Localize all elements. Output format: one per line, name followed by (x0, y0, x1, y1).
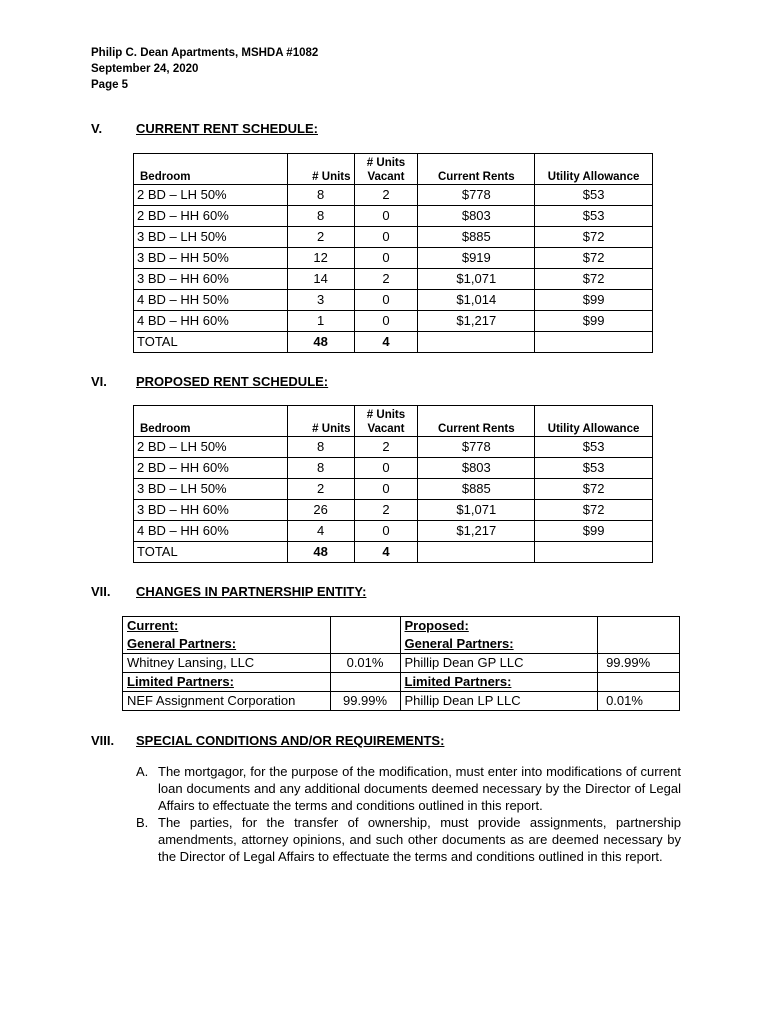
current-gp-name: Whitney Lansing, LLC (123, 654, 331, 673)
column-header: Utility Allowance (535, 406, 653, 437)
table-row (134, 290, 653, 311)
table-cell: 2 (287, 227, 354, 248)
table-cell: 3 BD – HH 60% (134, 269, 288, 290)
table-cell: 14 (287, 269, 354, 290)
proposed-gp-name: Phillip Dean GP LLC (400, 654, 598, 673)
table-cell: $53 (535, 206, 653, 227)
total-label: TOTAL (134, 542, 288, 563)
table-cell: 1 (287, 311, 354, 332)
proposed-lp-name: Phillip Dean LP LLC (400, 692, 598, 711)
current-gp-percent: 0.01% (330, 654, 400, 673)
table-cell: 2 BD – LH 50% (134, 185, 288, 206)
section-6-number: VI. (91, 374, 107, 389)
table-cell: 3 BD – LH 50% (134, 227, 288, 248)
column-header: Current Rents (418, 154, 535, 185)
table-cell: 4 BD – HH 50% (134, 290, 288, 311)
item-text: The parties, for the transfer of ownership, must provide assignments, partnership amendments, attorney opinions, and such other documents as are deemed necessary by the Director of Legal Affairs to effectuate the terms and conditions outlined in this report. (158, 815, 681, 864)
partnership-table (122, 616, 680, 711)
table-cell: 0 (354, 311, 418, 332)
total-cell (535, 332, 653, 353)
table-row (134, 458, 653, 479)
table-cell: $919 (418, 248, 535, 269)
column-header: Bedroom (134, 154, 288, 185)
list-item (136, 814, 681, 865)
section-5-title: CURRENT RENT SCHEDULE: (136, 121, 318, 136)
table-cell: 4 BD – HH 60% (134, 521, 288, 542)
table-cell: 0 (354, 479, 418, 500)
table-row (134, 227, 653, 248)
table-row (134, 269, 653, 290)
proposed-rent-table (133, 405, 653, 563)
table-cell: $72 (535, 500, 653, 521)
page-header (91, 45, 318, 93)
table-cell: $885 (418, 227, 535, 248)
section-7-title: CHANGES IN PARTNERSHIP ENTITY: (136, 584, 367, 599)
table-cell: 8 (287, 437, 354, 458)
table-cell: $72 (535, 269, 653, 290)
table-cell: $99 (535, 311, 653, 332)
section-7-number: VII. (91, 584, 111, 599)
table-row (134, 479, 653, 500)
table-cell: $99 (535, 521, 653, 542)
table-cell: 12 (287, 248, 354, 269)
proposed-label: Proposed: (404, 618, 469, 633)
table-cell: 8 (287, 458, 354, 479)
table-cell: $1,071 (418, 500, 535, 521)
table-row (134, 521, 653, 542)
table-cell: $53 (535, 458, 653, 479)
section-8-title: SPECIAL CONDITIONS AND/OR REQUIREMENTS: (136, 733, 445, 748)
table-cell: 3 BD – HH 60% (134, 500, 288, 521)
table-cell: 2 (354, 185, 418, 206)
table-cell: 8 (287, 185, 354, 206)
table-cell: 0 (354, 248, 418, 269)
table-cell: $53 (535, 437, 653, 458)
total-cell (535, 542, 653, 563)
section-6-title: PROPOSED RENT SCHEDULE: (136, 374, 329, 389)
table-cell: 2 BD – HH 60% (134, 206, 288, 227)
table-cell: 2 (354, 500, 418, 521)
section-8-number: VIII. (91, 733, 115, 748)
list-item (136, 763, 681, 814)
table-cell: $1,217 (418, 311, 535, 332)
column-header: Bedroom (134, 406, 288, 437)
table-cell: 3 BD – HH 50% (134, 248, 288, 269)
table-cell: $885 (418, 479, 535, 500)
item-label: A. (136, 764, 149, 779)
item-text: The mortgagor, for the purpose of the modification, must enter into modifications of current loan documents and any additional documents deemed necessary by the Director of Legal Affairs to effectuate the terms and conditions outlined in this report. (158, 764, 681, 813)
table-row (134, 206, 653, 227)
table-cell: 0 (354, 206, 418, 227)
current-lp-label: Limited Partners: (123, 673, 331, 692)
item-label: B. (136, 815, 149, 830)
table-cell: 2 (354, 269, 418, 290)
total-cell (418, 542, 535, 563)
table-cell: 2 BD – HH 60% (134, 458, 288, 479)
column-header: # Units Vacant (354, 406, 418, 437)
current-gp-label: General Partners: (127, 636, 237, 651)
table-cell: $1,071 (418, 269, 535, 290)
current-lp-percent: 99.99% (330, 692, 400, 711)
table-row (134, 185, 653, 206)
table-row (134, 311, 653, 332)
proposed-gp-percent: 99.99% (598, 654, 680, 673)
table-cell: 26 (287, 500, 354, 521)
column-header: Utility Allowance (535, 154, 653, 185)
table-cell: $803 (418, 458, 535, 479)
table-cell: $778 (418, 185, 535, 206)
total-cell (418, 332, 535, 353)
conditions-list (136, 763, 681, 865)
table-cell: 0 (354, 227, 418, 248)
table-cell: 4 (287, 521, 354, 542)
table-cell: 0 (354, 521, 418, 542)
table-cell: 3 (287, 290, 354, 311)
section-5-number: V. (91, 121, 103, 136)
table-cell: 3 BD – LH 50% (134, 479, 288, 500)
total-row (134, 332, 653, 353)
header-property: Philip C. Dean Apartments, MSHDA #1082 (91, 47, 319, 59)
table-cell: 8 (287, 206, 354, 227)
table-cell: $72 (535, 248, 653, 269)
table-row (134, 248, 653, 269)
total-cell: 4 (354, 332, 418, 353)
table-cell: 2 BD – LH 50% (134, 437, 288, 458)
column-header: # Units (287, 154, 354, 185)
header-date: September 24, 2020 (91, 63, 199, 75)
total-cell: 48 (287, 542, 354, 563)
header-page: Page 5 (91, 79, 129, 91)
table-cell: $72 (535, 479, 653, 500)
table-cell: 4 BD – HH 60% (134, 311, 288, 332)
table-row (134, 437, 653, 458)
total-cell: 4 (354, 542, 418, 563)
current-rent-table (133, 153, 653, 353)
total-label: TOTAL (134, 332, 288, 353)
current-lp-name: NEF Assignment Corporation (123, 692, 331, 711)
table-cell: $1,217 (418, 521, 535, 542)
table-row (134, 500, 653, 521)
table-cell: 2 (354, 437, 418, 458)
table-cell: 2 (287, 479, 354, 500)
table-cell: $1,014 (418, 290, 535, 311)
column-header: # Units (287, 406, 354, 437)
total-row (134, 542, 653, 563)
column-header: Current Rents (418, 406, 535, 437)
column-header: # Units Vacant (354, 154, 418, 185)
table-cell: 0 (354, 290, 418, 311)
table-cell: $99 (535, 290, 653, 311)
proposed-gp-label: General Partners: (404, 636, 514, 651)
table-cell: $53 (535, 185, 653, 206)
proposed-lp-label: Limited Partners: (400, 673, 598, 692)
proposed-lp-percent: 0.01% (598, 692, 680, 711)
current-label: Current: (127, 618, 179, 633)
table-cell: $72 (535, 227, 653, 248)
table-cell: $778 (418, 437, 535, 458)
table-cell: $803 (418, 206, 535, 227)
total-cell: 48 (287, 332, 354, 353)
table-cell: 0 (354, 458, 418, 479)
